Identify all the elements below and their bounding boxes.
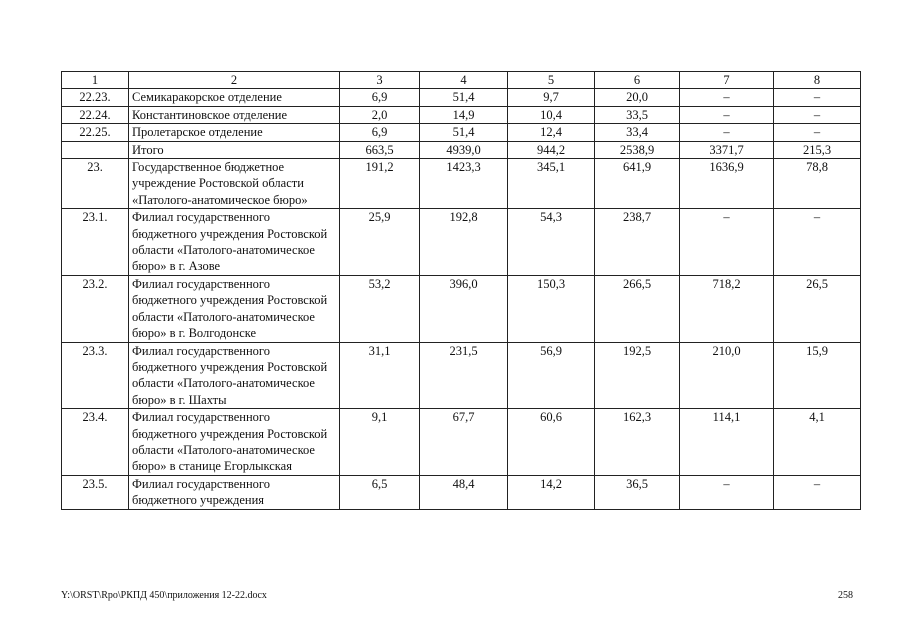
value-cell: 4939,0 bbox=[420, 141, 508, 158]
value-cell: 20,0 bbox=[595, 89, 680, 106]
table-row bbox=[62, 159, 861, 209]
value-cell: 48,4 bbox=[420, 475, 508, 509]
value-cell: 1423,3 bbox=[420, 159, 508, 209]
column-header: 1 bbox=[62, 72, 129, 89]
value-cell: 14,9 bbox=[420, 106, 508, 123]
column-header: 8 bbox=[774, 72, 861, 89]
value-cell: – bbox=[680, 106, 774, 123]
row-number: 23.3. bbox=[62, 342, 129, 409]
institution-name: Филиал государственного бюджетного учреждения Ростовской области «Патолого-анатомическое бюро» в г. Шахты bbox=[129, 342, 340, 409]
value-cell: 718,2 bbox=[680, 275, 774, 342]
row-number: 23. bbox=[62, 159, 129, 209]
table-row bbox=[62, 342, 861, 409]
table-row bbox=[62, 89, 861, 106]
value-cell: 192,5 bbox=[595, 342, 680, 409]
column-header: 3 bbox=[340, 72, 420, 89]
value-cell: 60,6 bbox=[508, 409, 595, 476]
table-total-row bbox=[62, 141, 861, 158]
value-cell: 33,5 bbox=[595, 106, 680, 123]
value-cell: 396,0 bbox=[420, 275, 508, 342]
institution-name: Государственное бюджетное учреждение Ростовской области «Патолого-анатомическое бюро» bbox=[129, 159, 340, 209]
value-cell: 266,5 bbox=[595, 275, 680, 342]
value-cell: 33,4 bbox=[595, 124, 680, 141]
page-number: 258 bbox=[838, 590, 853, 601]
column-header: 6 bbox=[595, 72, 680, 89]
table-row bbox=[62, 106, 861, 123]
value-cell: 944,2 bbox=[508, 141, 595, 158]
institution-name: Пролетарское отделение bbox=[129, 124, 340, 141]
value-cell: 6,9 bbox=[340, 89, 420, 106]
value-cell: – bbox=[680, 124, 774, 141]
value-cell: 238,7 bbox=[595, 209, 680, 276]
value-cell: 12,4 bbox=[508, 124, 595, 141]
value-cell: 4,1 bbox=[774, 409, 861, 476]
value-cell: 9,1 bbox=[340, 409, 420, 476]
value-cell: 2538,9 bbox=[595, 141, 680, 158]
institution-name: Филиал государственного бюджетного учреждения Ростовской области «Патолого-анатомическое бюро» в г. Волгодонске bbox=[129, 275, 340, 342]
value-cell: 231,5 bbox=[420, 342, 508, 409]
table-row bbox=[62, 409, 861, 476]
value-cell: 663,5 bbox=[340, 141, 420, 158]
value-cell: 14,2 bbox=[508, 475, 595, 509]
value-cell: 6,9 bbox=[340, 124, 420, 141]
table-row bbox=[62, 209, 861, 276]
institution-name: Филиал государственного бюджетного учреждения Ростовской области «Патолого-анатомическое бюро» в станице Егорлыкская bbox=[129, 409, 340, 476]
value-cell: 31,1 bbox=[340, 342, 420, 409]
institution-name: Константиновское отделение bbox=[129, 106, 340, 123]
value-cell: 51,4 bbox=[420, 89, 508, 106]
value-cell: 15,9 bbox=[774, 342, 861, 409]
value-cell: 6,5 bbox=[340, 475, 420, 509]
value-cell: 2,0 bbox=[340, 106, 420, 123]
value-cell: – bbox=[774, 89, 861, 106]
value-cell: – bbox=[680, 209, 774, 276]
table-row bbox=[62, 124, 861, 141]
column-header: 4 bbox=[420, 72, 508, 89]
table-row bbox=[62, 275, 861, 342]
value-cell: – bbox=[774, 106, 861, 123]
value-cell: 9,7 bbox=[508, 89, 595, 106]
value-cell: 10,4 bbox=[508, 106, 595, 123]
table-row bbox=[62, 475, 861, 509]
column-header: 7 bbox=[680, 72, 774, 89]
value-cell: – bbox=[774, 475, 861, 509]
value-cell: 150,3 bbox=[508, 275, 595, 342]
value-cell: 51,4 bbox=[420, 124, 508, 141]
value-cell: – bbox=[774, 209, 861, 276]
row-number bbox=[62, 141, 129, 158]
value-cell: 3371,7 bbox=[680, 141, 774, 158]
row-number: 23.5. bbox=[62, 475, 129, 509]
table-header-row bbox=[62, 72, 861, 89]
row-number: 22.25. bbox=[62, 124, 129, 141]
value-cell: – bbox=[774, 124, 861, 141]
row-number: 23.1. bbox=[62, 209, 129, 276]
institution-name: Семикаракорское отделение bbox=[129, 89, 340, 106]
value-cell: 191,2 bbox=[340, 159, 420, 209]
row-number: 22.24. bbox=[62, 106, 129, 123]
value-cell: 26,5 bbox=[774, 275, 861, 342]
value-cell: – bbox=[680, 89, 774, 106]
total-label: Итого bbox=[129, 141, 340, 158]
value-cell: 192,8 bbox=[420, 209, 508, 276]
value-cell: 345,1 bbox=[508, 159, 595, 209]
institution-name: Филиал государственного бюджетного учреждения bbox=[129, 475, 340, 509]
value-cell: 25,9 bbox=[340, 209, 420, 276]
value-cell: 1636,9 bbox=[680, 159, 774, 209]
value-cell: 54,3 bbox=[508, 209, 595, 276]
value-cell: 162,3 bbox=[595, 409, 680, 476]
footer-file-path: Y:\ORST\Rpo\РКПД 450\приложения 12-22.docx bbox=[61, 590, 267, 601]
row-number: 23.2. bbox=[62, 275, 129, 342]
data-table bbox=[61, 71, 861, 510]
value-cell: 36,5 bbox=[595, 475, 680, 509]
value-cell: 215,3 bbox=[774, 141, 861, 158]
value-cell: 53,2 bbox=[340, 275, 420, 342]
row-number: 23.4. bbox=[62, 409, 129, 476]
institution-name: Филиал государственного бюджетного учреждения Ростовской области «Патолого-анатомическое бюро» в г. Азове bbox=[129, 209, 340, 276]
value-cell: 56,9 bbox=[508, 342, 595, 409]
value-cell: 78,8 bbox=[774, 159, 861, 209]
value-cell: – bbox=[680, 475, 774, 509]
value-cell: 641,9 bbox=[595, 159, 680, 209]
row-number: 22.23. bbox=[62, 89, 129, 106]
value-cell: 210,0 bbox=[680, 342, 774, 409]
column-header: 2 bbox=[129, 72, 340, 89]
value-cell: 114,1 bbox=[680, 409, 774, 476]
column-header: 5 bbox=[508, 72, 595, 89]
value-cell: 67,7 bbox=[420, 409, 508, 476]
